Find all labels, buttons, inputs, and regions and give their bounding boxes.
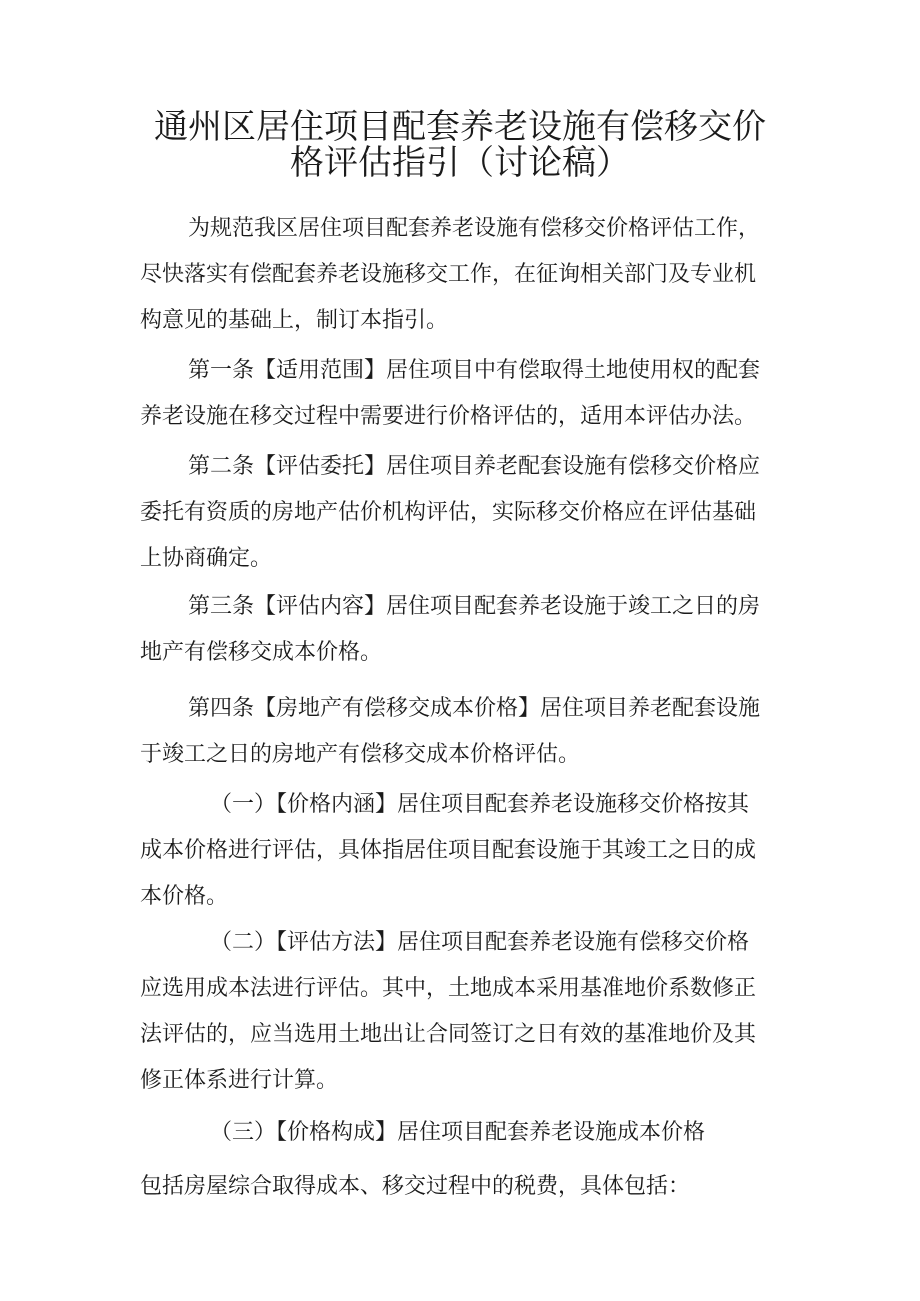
paragraph-line: 第二条【评估委托】居住项目养老配套设施有偿移交价格应	[188, 454, 761, 479]
paragraph-line: 尽快落实有偿配套养老设施移交工作，在征询相关部门及专业机	[140, 262, 757, 287]
article-2-paragraph	[140, 444, 785, 582]
paragraph-line: 第一条【适用范围】居住项目中有偿取得土地使用权的配套	[188, 358, 761, 383]
article-3-paragraph	[140, 584, 785, 676]
paragraph-line: 委托有资质的房地产估价机构评估，实际移交价格应在评估基础	[140, 500, 757, 525]
paragraph-line: 构意见的基础上，制订本指引。	[140, 308, 449, 333]
article-4-paragraph	[140, 686, 785, 778]
paragraph-line: 第四条【房地产有偿移交成本价格】居住项目养老配套设施	[188, 696, 761, 721]
paragraph-line: 本价格。	[140, 884, 229, 909]
item-1-paragraph	[140, 782, 785, 920]
paragraph-line: 地产有偿移交成本价格。	[140, 640, 383, 665]
paragraph-line: 应选用成本法进行评估。其中，土地成本采用基准地价系数修正	[140, 976, 757, 1001]
paragraph-line: （一）【价格内涵】居住项目配套养老设施移交价格按其	[210, 792, 750, 817]
paragraph-line: 上协商确定。	[140, 546, 273, 571]
document-title-line-2: 格评估指引（讨论稿）	[290, 143, 630, 183]
paragraph-line: 养老设施在移交过程中需要进行价格评估的，适用本评估办法。	[140, 404, 757, 429]
paragraph-line: （三）【价格构成】居住项目配套养老设施成本价格	[210, 1120, 706, 1145]
paragraph-line: 第三条【评估内容】居住项目配套养老设施于竣工之日的房	[188, 594, 761, 619]
paragraph-line: 于竣工之日的房地产有偿移交成本价格评估。	[140, 742, 581, 767]
item-3-paragraph	[140, 1110, 785, 1156]
paragraph-line: 为规范我区居住项目配套养老设施有偿移交价格评估工作，	[188, 216, 761, 241]
paragraph-line: 修正体系进行计算。	[140, 1068, 339, 1093]
document-title-line-1: 通州区居住项目配套养老设施有偿移交价	[154, 107, 766, 147]
intro-paragraph	[140, 206, 785, 344]
paragraph-line: 成本价格进行评估，具体指居住项目配套设施于其竣工之日的成	[140, 838, 757, 863]
item-3-continuation-paragraph	[140, 1164, 785, 1210]
paragraph-line: 法评估的，应当选用土地出让合同签订之日有效的基准地价及其	[140, 1022, 757, 1047]
article-1-paragraph	[140, 348, 785, 440]
paragraph-line: （二）【评估方法】居住项目配套养老设施有偿移交价格	[210, 930, 750, 955]
item-2-paragraph	[140, 920, 785, 1104]
paragraph-line: 包括房屋综合取得成本、移交过程中的税费，具体包括：	[140, 1174, 691, 1199]
